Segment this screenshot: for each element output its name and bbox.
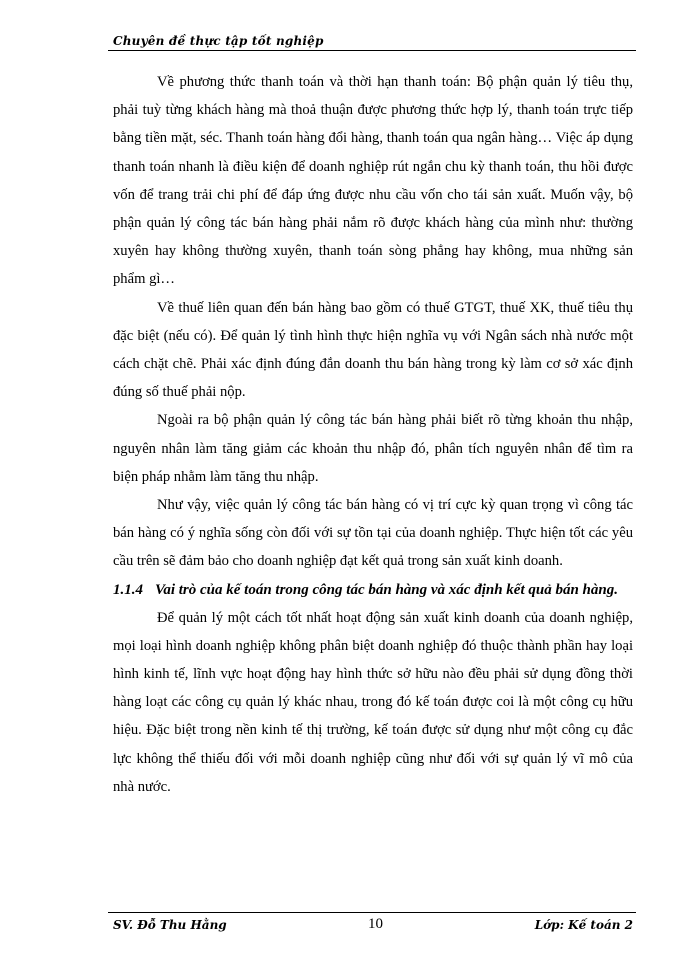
- document-body: [113, 68, 633, 801]
- footer-class: Lớp: Kế toán 2: [534, 918, 633, 932]
- section-title: Vai trò của kế toán trong công tác bán hàng và xác định kết quả bán hàng.: [155, 581, 618, 598]
- page-number: 10: [368, 916, 383, 932]
- section-number: 1.1.4: [113, 581, 143, 598]
- paragraph-sales-tax: Về thuế liên quan đến bán hàng bao gồm có thuế GTGT, thuế XK, thuế tiêu thụ đặc biệt (nếu có). Để quản lý tình hình thực hiện nghĩa vụ với Ngân sách nhà nước một cách chặt chẽ. Phải xác định đúng đắn doanh thu bán hàng trong kỳ làm cơ sở xác định đúng số thuế phải nộp.: [113, 299, 633, 401]
- section-heading: [113, 576, 633, 604]
- page-footer: [113, 916, 633, 936]
- paragraph-sales-management-role: Như vậy, việc quản lý công tác bán hàng có vị trí cực kỳ quan trọng vì công tác bán hàng có ý nghĩa sống còn đối với sự tồn tại của doanh nghiệp. Thực hiện tốt các yêu cầu trên sẽ đảm bảo cho doanh nghiệp đạt kết quả trong sản xuất kinh doanh.: [113, 497, 633, 570]
- page-header: Chuyên đề thực tập tốt nghiệp: [113, 34, 324, 48]
- footer-author: SV. Đỗ Thu Hằng: [113, 918, 227, 932]
- paragraph-accounting-role: Để quản lý một cách tốt nhất hoạt động sản xuất kinh doanh của doanh nghiệp, mọi loại hình doanh nghiệp không phân biệt doanh nghiệp đó thuộc thành phần hay loại hình kinh tế, lĩnh vực hoạt động hay hình thức sở hữu nào đều phải sử dụng đồng thời hàng loạt các công cụ quản lý khác nhau, trong đó kế toán được coi là một công cụ hữu hiệu. Đặc biệt trong nền kinh tế thị trường, kế toán được sử dụng như một công cụ đắc lực không thể thiếu đối với mỗi doanh nghiệp cũng như đối với sự quản lý vĩ mô của nhà nước.: [113, 609, 633, 795]
- paragraph-payment-terms: Về phương thức thanh toán và thời hạn thanh toán: Bộ phận quản lý tiêu thụ, phải tuỳ từng khách hàng mà thoả thuận được phương thức hợp lý, thanh toán trực tiếp bằng tiền mặt, séc. Thanh toán hàng đổi hàng, thanh toán qua ngân hàng… Việc áp dụng thanh toán nhanh là điều kiện để doanh nghiệp rút ngắn chu kỳ thanh toán, thu hồi được vốn để trang trải chi phí để đáp ứng được nhu cầu vốn cho tái sản xuất. Muốn vậy, bộ phận quản lý công tác bán hàng phải nắm rõ được khách hàng của mình như: thường xuyên hay không thường xuyên, thanh toán sòng phẳng hay không, mua những sản phẩm gì…: [113, 74, 633, 288]
- header-divider: [108, 50, 636, 51]
- paragraph-income-analysis: Ngoài ra bộ phận quản lý công tác bán hàng phải biết rõ từng khoản thu nhập, nguyên nhân làm tăng giảm các khoản thu nhập đó, phân tích nguyên nhân để tìm ra biện pháp nhằm làm tăng thu nhập.: [113, 412, 633, 485]
- footer-divider: [108, 912, 636, 913]
